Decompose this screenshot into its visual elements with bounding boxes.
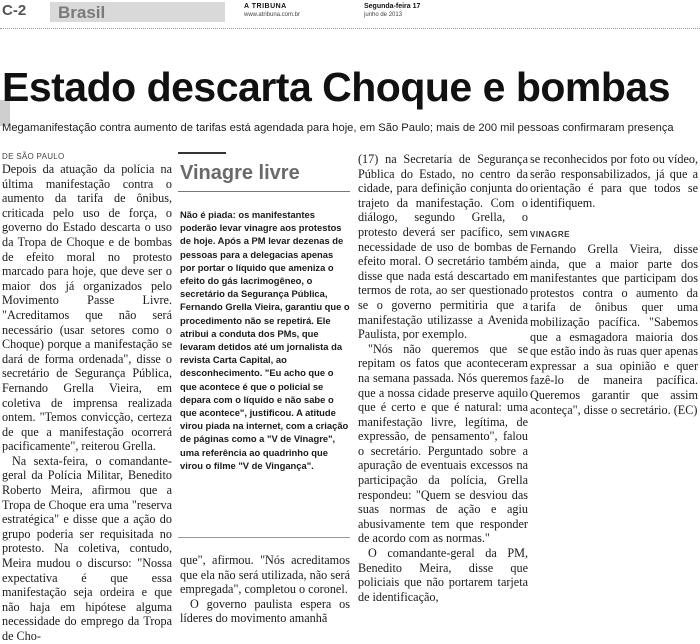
box-body: Não é piada: os manifestantes poderão levar vinagre aos protestos de hoje. Após a PM levar dezenas de pessoas para a delegacias apenas por portar o líquido que ameniza o efeito do gás lacrimogêneo, o secretário da Segurança Pública, Fernando Grella Vieira, garantiu que o procedimento não se repetirá. Ele atribui a conduta dos PMs, que levaram detidos até um jornalista da revista Carta Capital, ao desconhecimento. "Eu acho que o que acontece é que o policial se depara com o líquido e não sabe o que acontece", justificou. A atitude virou piada na internet, com a criação de páginas como a "V de Vinagre", uma referência ao quadrinho que virou o filme "V de Vingança". — [180, 209, 350, 471]
byline: DE SÃO PAULO — [2, 152, 65, 161]
paragraph: Na sexta-feira, o comandante-geral da Polícia Militar, Benedito Roberto Meira, afirmou que a Tropa de Choque era uma "reserva estratégica" e disse que a ação do grupo poderia ser requisitada no protesto. Na coletiva, contudo, Meira mudou o discurso: "Nossa expectativa é que essa manifestação seja ordeira e que não haja em hipótese alguma necessidade do emprego da Tropa de Cho- — [2, 453, 172, 643]
newspaper-site: www.atribuna.com.br — [244, 12, 301, 18]
article-column-1 — [2, 162, 172, 644]
box-divider — [178, 191, 350, 192]
article-column-3 — [358, 152, 528, 604]
subsection-label: VINAGRE — [530, 230, 570, 239]
header-divider — [0, 28, 700, 29]
page-header — [0, 0, 700, 26]
page-number: C-2 — [2, 2, 27, 19]
section-name: Brasil — [58, 3, 106, 22]
article-column-4-continued — [530, 242, 698, 417]
sidebar-box — [178, 152, 350, 542]
paragraph: se reconhecidos por foto ou vídeo, serão responsabilizados, já que a orientação é para que todos se identifiquem. — [530, 152, 698, 210]
dateline-month: junho de 2013 — [364, 12, 403, 18]
article-column-4 — [530, 152, 698, 210]
paragraph: O comandante-geral da PM, Benedito Meira, disse que policiais que não portarem tarjeta de identificação, — [358, 546, 528, 604]
box-title: Vinagre livre — [180, 162, 300, 184]
paragraph: "Nós não queremos que se repitam os fatos que aconteceram na semana passada. Nós queremos que a nossa cidade preserve aquilo que é certo e que é natural: uma manifestação livre, legítima, de expressão, de pensamento", falou o secretário. Perguntado sobre a apuração de eventuais excessos na participação da polícia, Grella respondeu: "Quem se desviou das suas normas de ação e agiu abusivamente tem que responder de acordo com as normas." — [358, 341, 528, 546]
dateline: Segunda-feira 17 — [364, 3, 421, 10]
paragraph: Fernando Grella Vieira, disse ainda, que a maior parte dos manifestantes que participam dos protestos contra o aumento da tarifa de ônibus quer uma mobilização pacífica. "Sabemos que a esmagadora maioria dos que estão indo às ruas quer apenas expressar a sua opinião e quer fazê-lo de maneira pacífica. Queremos garantir que assim aconteça", disse o secretário. (EC) — [530, 242, 698, 417]
box-rule — [178, 152, 226, 154]
subhead: Megamanifestação contra aumento de tarifas está agendada para hoje, em São Paulo; mais de 200 mil pessoas confirmaram presença — [2, 122, 674, 134]
paragraph: O governo paulista espera os líderes do movimento amanhã — [180, 596, 350, 626]
box-divider-bottom — [178, 537, 350, 538]
paragraph: (17) na Secretaria de Segurança Pública do Estado, no centro da cidade, para definição conjunta do trajeto da manifestação. Com o diálogo, segundo Grella, o protesto deverá ser pacífico, sem necessidade de uso de bombas de efeito moral. O secretário também disse que nada está descartado em termos de rota, ao ser questionado se o governo permitiria que a manifestação utilizasse a Avenida Paulista, por exemplo. — [358, 152, 528, 342]
newspaper-brand: A TRIBUNA — [244, 3, 287, 10]
section-bar — [50, 2, 225, 22]
paragraph: Depois da atuação da polícia na última manifestação contra o aumento da tarifa de ônibus, criticada pelo uso de força, o governo do Estado descarta o uso da Tropa de Choque e de bombas de efeito moral no protesto marcado para hoje, que deve ser o maior dos já organizados pelo Movimento Passe Livre. "Acreditamos que não será necessário (usar setores como o Choque) porque a manifestação se dará de forma ordenada", disse o secretário de Segurança Pública, Fernando Grella Vieira, em coletiva de imprensa realizada ontem. "Temos convicção, certeza de que a manifestação ocorrerá pacificamente", reiterou Grella. — [2, 162, 172, 454]
headline: Estado descarta Choque e bombas — [2, 64, 671, 110]
paragraph: que", afirmou. "Nós acreditamos que ela não será utilizada, não será empregada", completou o coronel. — [180, 553, 350, 597]
article-column-2 — [180, 553, 350, 626]
